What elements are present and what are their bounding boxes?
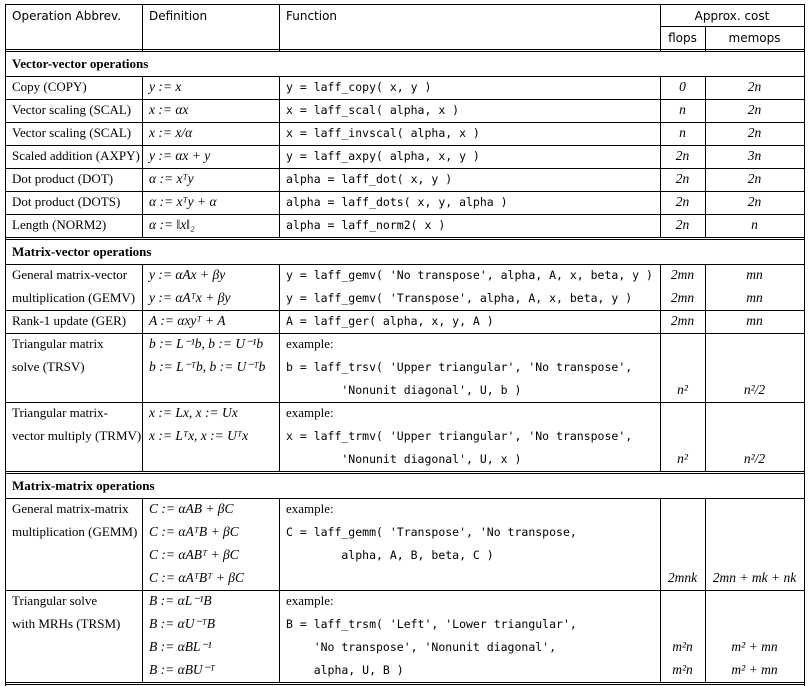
row-rule (5, 168, 805, 169)
function-call: example: (286, 336, 334, 351)
operation-name: Rank-1 update (GER) (12, 313, 127, 328)
section-title: Vector-vector operations (12, 56, 149, 71)
definition-formula: A := αxyᵀ + A (149, 313, 226, 328)
operation-name: Dot product (DOT) (12, 171, 114, 186)
function-call: x = laff_invscal( alpha, x ) (286, 126, 480, 140)
flops-value: 2n (675, 194, 690, 209)
memops-value: 2n (747, 102, 762, 117)
operation-name: Triangular matrix (12, 336, 104, 351)
definition-formula: α := xᵀy (149, 171, 194, 186)
memops-value: 2n (747, 79, 762, 94)
row-rule (5, 237, 805, 238)
header-flops: flops (668, 31, 697, 45)
definition-formula: x := Lx, x := Ux (149, 405, 238, 420)
column-rule (660, 4, 661, 52)
definition-formula: y := αx + y (149, 148, 211, 163)
operation-name: General matrix-vector (12, 267, 128, 282)
row-rule (5, 402, 805, 403)
row-rule (5, 682, 805, 683)
column-rule (5, 264, 6, 472)
section-double-rule (5, 684, 805, 685)
table-top-border (5, 4, 805, 5)
function-call: x = laff_trmv( 'Upper triangular', 'No transpose', (286, 429, 633, 443)
memops-value: 2n (747, 194, 762, 209)
memops-value: mn (746, 267, 763, 282)
operation-name: multiplication (GEMV) (12, 290, 136, 305)
column-rule (279, 4, 280, 52)
definition-formula: B := αBU⁻ᵀ (149, 662, 216, 677)
function-call: 'Nonunit diagonal', U, b ) (286, 383, 522, 397)
operation-name: Scaled addition (AXPY) (12, 148, 140, 163)
column-rule (5, 4, 6, 52)
column-rule (705, 26, 706, 52)
operation-name: multiplication (GEMM) (12, 524, 138, 539)
flops-value: 0 (679, 79, 686, 94)
flops-value: 2mn (670, 290, 695, 305)
flops-value: n² (677, 451, 688, 466)
column-rule (142, 4, 143, 52)
header-bottom-rule (5, 49, 805, 50)
memops-value: mn (746, 290, 763, 305)
header-function: Function (286, 9, 338, 23)
column-rule (705, 264, 706, 472)
definition-formula: B := αBL⁻¹ (149, 639, 212, 654)
operation-name: Length (NORM2) (12, 217, 107, 232)
operation-name: vector multiply (TRMV) (12, 428, 142, 443)
flops-value: 2mn (670, 267, 695, 282)
flops-value: 2mn (670, 313, 695, 328)
column-rule (279, 498, 280, 683)
column-rule (279, 264, 280, 472)
function-call: b = laff_trsv( 'Upper triangular', 'No transpose', (286, 360, 633, 374)
table-left-border (5, 474, 6, 499)
operation-name: with MRHs (TRSM) (12, 616, 121, 631)
table-right-border (804, 474, 805, 499)
function-call: y = laff_copy( x, y ) (286, 80, 432, 94)
section-title: Matrix-matrix operations (12, 478, 155, 493)
column-rule (804, 4, 805, 52)
function-call: x = laff_scal( alpha, x ) (286, 103, 460, 117)
column-rule (142, 264, 143, 472)
memops-value: m² + mn (731, 662, 778, 677)
header-bottom-double-rule (5, 51, 805, 52)
column-rule (142, 76, 143, 238)
function-call: A = laff_ger( alpha, x, y, A ) (286, 314, 494, 328)
row-rule (5, 214, 805, 215)
memops-value: m² + mn (731, 639, 778, 654)
row-rule (5, 471, 805, 472)
column-rule (804, 76, 805, 238)
function-call: alpha = laff_norm2( x ) (286, 218, 446, 232)
function-call: 'No transpose', 'Nonunit diagonal', (286, 640, 557, 654)
row-rule (5, 590, 805, 591)
definition-formula: y := αAx + βy (149, 267, 226, 282)
definition-formula: x := αx (149, 102, 189, 117)
definition-formula: B := αU⁻ᵀB (149, 616, 216, 631)
table-left-border (5, 682, 6, 686)
operation-name: Triangular solve (12, 593, 98, 608)
flops-value: 2n (675, 148, 690, 163)
memops-value: 2mn + mk + nk (712, 570, 797, 585)
definition-formula: b := L⁻ᵀb, b := U⁻ᵀb (149, 359, 266, 374)
row-rule (5, 333, 805, 334)
column-rule (804, 264, 805, 472)
memops-value: n²/2 (743, 382, 766, 397)
cost-subheader-rule (660, 26, 804, 27)
memops-value: 3n (747, 148, 762, 163)
table-right-border (804, 682, 805, 686)
function-call: example: (286, 501, 334, 516)
flops-value: n (679, 102, 686, 117)
definition-formula: y := x (149, 79, 182, 94)
table-right-border (804, 52, 805, 77)
definition-formula: y := αAᵀx + βy (149, 290, 231, 305)
definition-formula: α := ‖x‖₂ (149, 217, 195, 232)
flops-value: 2mnk (667, 570, 698, 585)
row-rule (5, 145, 805, 146)
definition-formula: C := αAᵀB + βC (149, 524, 239, 539)
operation-name: Copy (COPY) (12, 79, 87, 94)
table-left-border (5, 52, 6, 77)
definition-formula: α := xᵀy + α (149, 194, 217, 209)
flops-value: n (679, 125, 686, 140)
definition-formula: x := Lᵀx, x := Uᵀx (149, 428, 249, 443)
section-title-rule (5, 76, 805, 77)
column-rule (705, 76, 706, 238)
operation-name: Dot product (DOTS) (12, 194, 121, 209)
flops-value: m²n (672, 662, 693, 677)
function-call: C = laff_gemm( 'Transpose', 'No transpose, (286, 525, 577, 539)
row-rule (5, 310, 805, 311)
function-call: example: (286, 405, 334, 420)
function-call: y = laff_axpy( alpha, x, y ) (286, 149, 480, 163)
operation-name: General matrix-matrix (12, 501, 129, 516)
function-call: alpha = laff_dots( x, y, alpha ) (286, 195, 508, 209)
header-abbrev: Operation Abbrev. (12, 9, 122, 23)
function-call: y = laff_gemv( 'No transpose', alpha, A, x, beta, y ) (286, 268, 653, 282)
memops-value: n²/2 (743, 451, 766, 466)
flops-value: m²n (672, 639, 693, 654)
function-call: alpha, U, B ) (286, 663, 404, 677)
section-title-rule (5, 264, 805, 265)
function-call: 'Nonunit diagonal', U, x ) (286, 452, 522, 466)
operation-name: Triangular matrix- (12, 405, 108, 420)
memops-value: mn (746, 313, 763, 328)
table-right-border (804, 240, 805, 265)
definition-formula: C := αAB + βC (149, 501, 234, 516)
function-call: example: (286, 593, 334, 608)
column-rule (804, 498, 805, 683)
table-left-border (5, 240, 6, 265)
function-call: B = laff_trsm( 'Left', 'Lower triangular', (286, 617, 577, 631)
column-rule (660, 76, 661, 238)
function-call: y = laff_gemv( 'Transpose', alpha, A, x, beta, y ) (286, 291, 633, 305)
section-double-rule (5, 239, 805, 240)
section-title-rule (5, 498, 805, 499)
memops-value: n (751, 217, 758, 232)
operation-name: solve (TRSV) (12, 359, 85, 374)
definition-formula: C := αAᵀBᵀ + βC (149, 570, 244, 585)
memops-value: 2n (747, 171, 762, 186)
definition-formula: B := αL⁻¹B (149, 593, 212, 608)
definition-formula: C := αABᵀ + βC (149, 547, 239, 562)
flops-value: 2n (675, 171, 690, 186)
column-rule (5, 76, 6, 238)
function-call: alpha, A, B, beta, C ) (286, 548, 494, 562)
flops-value: 2n (675, 217, 690, 232)
column-rule (5, 498, 6, 683)
column-rule (142, 498, 143, 683)
row-rule (5, 191, 805, 192)
row-rule (5, 99, 805, 100)
definition-formula: x := x/α (149, 125, 193, 140)
header-memops: memops (728, 31, 781, 45)
section-title: Matrix-vector operations (12, 244, 152, 259)
operation-name: Vector scaling (SCAL) (12, 125, 132, 140)
column-rule (660, 264, 661, 472)
operation-name: Vector scaling (SCAL) (12, 102, 132, 117)
header-definition: Definition (149, 9, 208, 23)
function-call: alpha = laff_dot( x, y ) (286, 172, 453, 186)
header-cost: Approx. cost (694, 9, 770, 23)
column-rule (660, 498, 661, 683)
column-rule (279, 76, 280, 238)
section-double-rule (5, 473, 805, 474)
column-rule (705, 498, 706, 683)
memops-value: 2n (747, 125, 762, 140)
flops-value: n² (677, 382, 688, 397)
definition-formula: b := L⁻¹b, b := U⁻¹b (149, 336, 264, 351)
row-rule (5, 122, 805, 123)
